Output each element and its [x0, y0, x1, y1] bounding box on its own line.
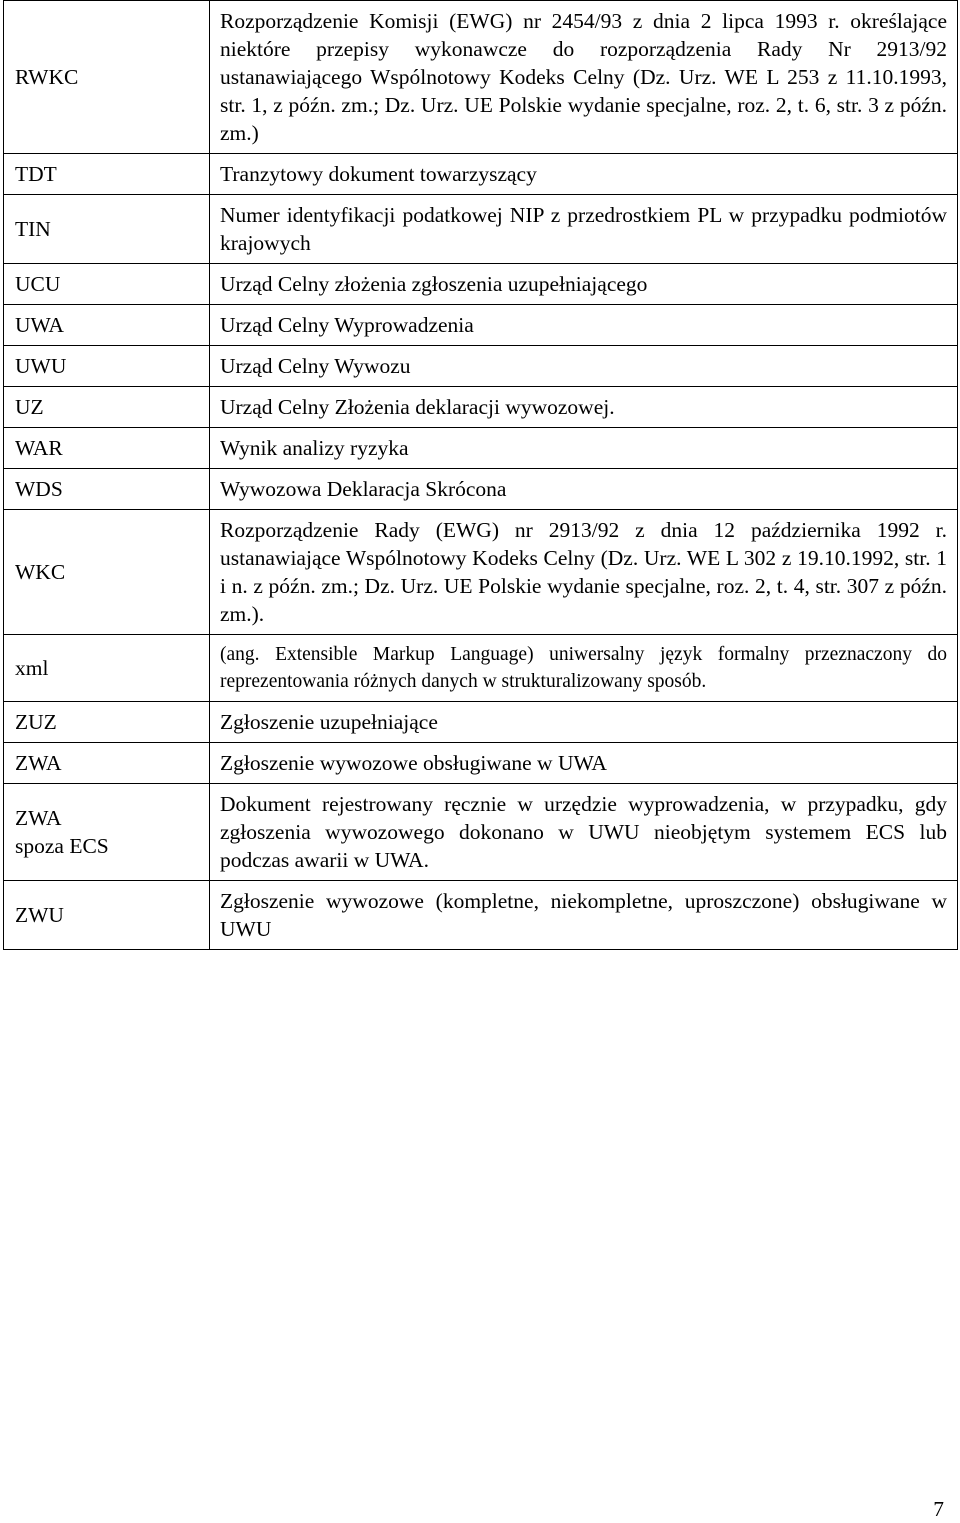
table-row [4, 635, 958, 702]
table-row [4, 195, 958, 264]
definition-cell: Zgłoszenie wywozowe obsługiwane w UWA [210, 743, 958, 784]
term-cell: UWU [4, 346, 210, 387]
term-cell: xml [4, 635, 210, 702]
term-cell: ZWU [4, 881, 210, 950]
term-cell [4, 784, 210, 881]
table-row [4, 264, 958, 305]
term-cell: TIN [4, 195, 210, 264]
term-line: spoza ECS [15, 834, 109, 858]
definition-cell: Wywozowa Deklaracja Skrócona [210, 469, 958, 510]
definition-cell: Rozporządzenie Komisji (EWG) nr 2454/93 z dnia 2 lipca 1993 r. określające niektóre przepisy wykonawcze do rozporządzenia Rady Nr 2913/92 ustanawiającego Wspólnotowy Kodeks Celny (Dz. Urz. WE L 253 z 11.10.1993, str. 1, z późn. zm.; Dz. Urz. UE Polskie wydanie specjalne, roz. 2, t. 6, str. 3 z późn. zm.) [210, 1, 958, 154]
definition-cell: Zgłoszenie uzupełniające [210, 702, 958, 743]
table-row [4, 743, 958, 784]
table-row [4, 305, 958, 346]
definition-cell: Urząd Celny Złożenia deklaracji wywozowej. [210, 387, 958, 428]
table-row [4, 881, 958, 950]
table-row [4, 469, 958, 510]
term-cell: ZWA [4, 743, 210, 784]
definition-cell: Dokument rejestrowany ręcznie w urzędzie wyprowadzenia, w przypadku, gdy zgłoszenia wywozowego dokonano w UWU nieobjętym systemem ECS lub podczas awarii w UWA. [210, 784, 958, 881]
table-row [4, 702, 958, 743]
page-number: 7 [933, 1497, 944, 1521]
term-cell: ZUZ [4, 702, 210, 743]
definition-cell: (ang. Extensible Markup Language) uniwersalny język formalny przeznaczony do reprezentowania różnych danych w strukturalizowany sposób. [210, 635, 958, 702]
table-row [4, 510, 958, 635]
term-cell: WDS [4, 469, 210, 510]
glossary-table [3, 0, 958, 950]
term-cell: WKC [4, 510, 210, 635]
definition-cell: Numer identyfikacji podatkowej NIP z przedrostkiem PL w przypadku podmiotów krajowych [210, 195, 958, 264]
definition-cell: Tranzytowy dokument towarzyszący [210, 154, 958, 195]
definition-cell: Wynik analizy ryzyka [210, 428, 958, 469]
term-cell: RWKC [4, 1, 210, 154]
definition-cell: Urząd Celny złożenia zgłoszenia uzupełniającego [210, 264, 958, 305]
table-row [4, 154, 958, 195]
table-row [4, 428, 958, 469]
term-cell: TDT [4, 154, 210, 195]
table-row [4, 784, 958, 881]
term-cell: WAR [4, 428, 210, 469]
definition-cell: Urząd Celny Wywozu [210, 346, 958, 387]
table-row [4, 346, 958, 387]
definition-cell: Urząd Celny Wyprowadzenia [210, 305, 958, 346]
definition-cell: Rozporządzenie Rady (EWG) nr 2913/92 z dnia 12 października 1992 r. ustanawiające Wspólnotowy Kodeks Celny (Dz. Urz. WE L 302 z 19.10.1992, str. 1 i n. z późn. zm.; Dz. Urz. UE Polskie wydanie specjalne, roz. 2, t. 4, str. 307 z późn. zm.). [210, 510, 958, 635]
definition-cell: Zgłoszenie wywozowe (kompletne, niekompletne, uproszczone) obsługiwane w UWU [210, 881, 958, 950]
table-row [4, 387, 958, 428]
term-cell: UZ [4, 387, 210, 428]
term-cell: UCU [4, 264, 210, 305]
table-row [4, 1, 958, 154]
term-line: ZWA [15, 806, 62, 830]
term-cell: UWA [4, 305, 210, 346]
